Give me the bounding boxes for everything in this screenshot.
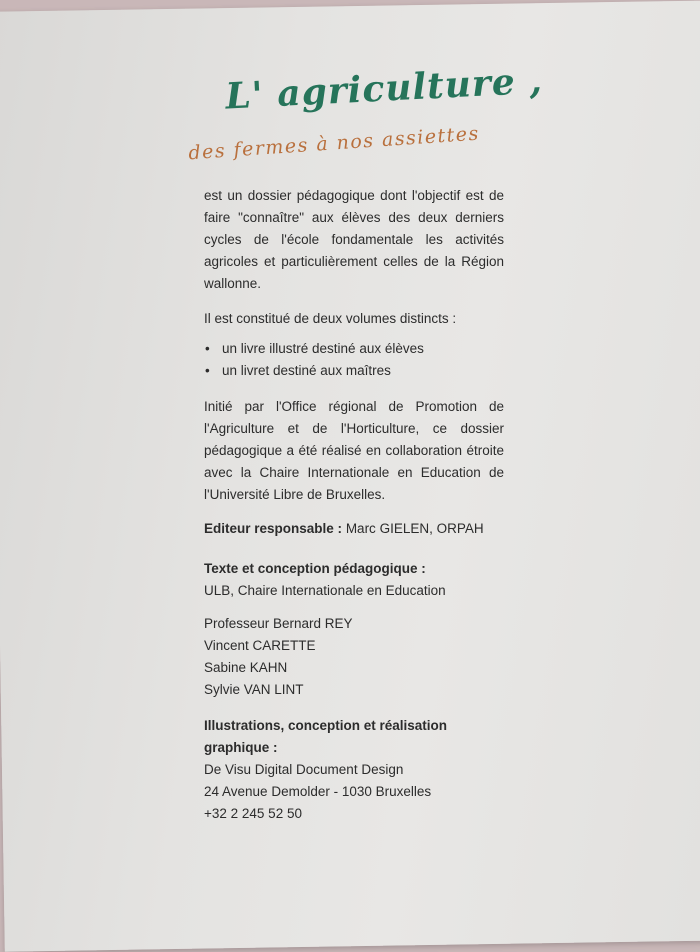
author-name: Vincent CARETTE	[204, 638, 316, 653]
list-item: • un livre illustré destiné aux élèves	[204, 338, 504, 360]
editor-value: Marc GIELEN, ORPAH	[345, 521, 484, 536]
author-name: Professeur Bernard REY	[204, 616, 353, 631]
volumes-list	[204, 338, 504, 382]
author-name: Sylvie VAN LINT	[204, 682, 304, 697]
illustrations-label: Illustrations, conception et réalisation graphique :	[204, 718, 448, 755]
document-subtitle: des fermes à nos assiettes	[187, 122, 481, 165]
editor-label: Editeur responsable :	[204, 521, 343, 536]
designer-address: 24 Avenue Demolder - 1030 Bruxelles	[204, 784, 432, 799]
document-body	[204, 185, 504, 825]
intro-paragraph: est un dossier pédagogique dont l'objectif est de faire "connaître" aux élèves des deux derniers cycles de l'école fondamentale les activités agricoles et particulièrement celles de la Région wallonne.	[204, 188, 504, 291]
authors-list	[204, 613, 504, 701]
texte-label: Texte et conception pédagogique :	[204, 561, 426, 576]
editor-line	[204, 518, 504, 540]
volumes-intro: Il est constitué de deux volumes distincts :	[204, 311, 457, 326]
origin-paragraph: Initié par l'Office régional de Promotion de l'Agriculture et de l'Horticulture, ce dossier pédagogique a été réalisé en collaboration étroite avec la Chaire Internationale en Education de l'Université Libre de Bruxelles.	[204, 399, 504, 502]
designer-name: De Visu Digital Document Design	[204, 762, 404, 777]
author-name: Sabine KAHN	[204, 660, 288, 675]
texte-value: ULB, Chaire Internationale en Education	[204, 583, 446, 598]
designer-phone: +32 2 245 52 50	[204, 806, 302, 821]
list-item: • un livret destiné aux maîtres	[204, 360, 504, 382]
document-title: L' agriculture ,	[224, 59, 544, 118]
